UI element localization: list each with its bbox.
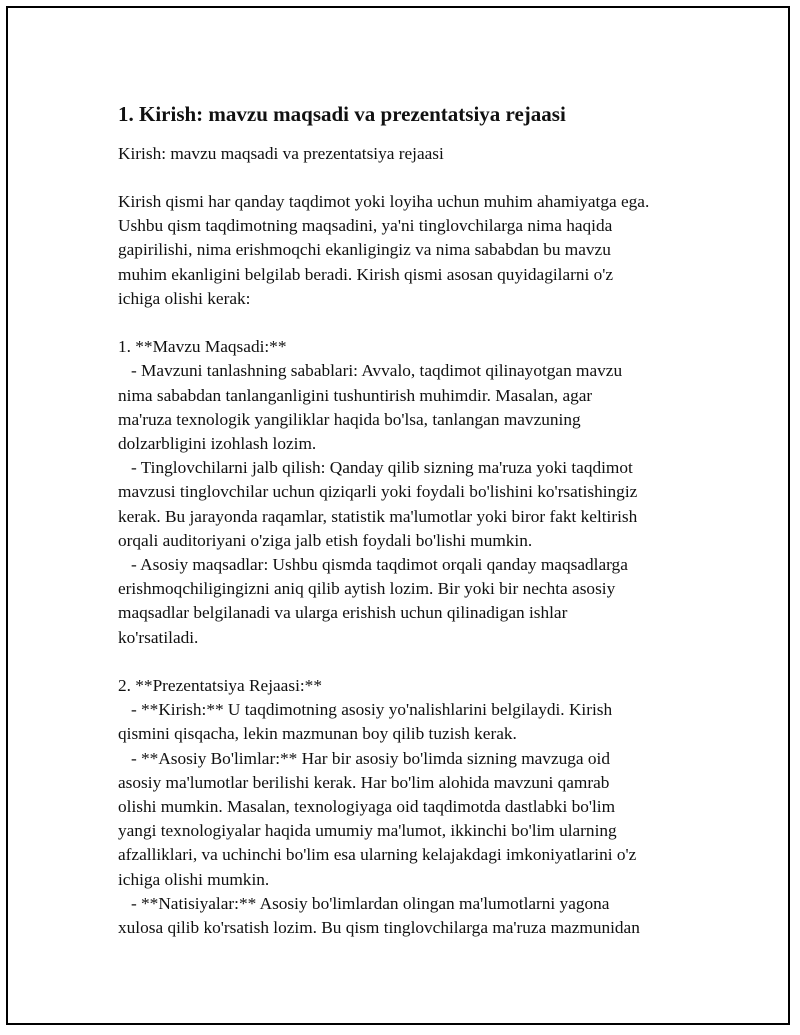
document-content [118, 100, 708, 940]
section-subtitle: Kirish: mavzu maqsadi va prezentatsiya rejaasi [118, 144, 444, 163]
page-frame [6, 6, 790, 1025]
body-text: Kirish qismi har qanday taqdimot yoki loyiha uchun muhim ahamiyatga ega. Ushbu qism taqdimotning maqsadini, ya'ni tinglovchilarga nima haqida gapirilishi, nima erishmoqchi ekanligingiz va nima sababdan bu mavzu muhim ekanligini belgilab beradi. Kirish qismi asosan quyidagilarni o'z ichiga olishi kerak: 1. **Mavzu Maqsadi:** - Mavzuni tanlashning sabablari: Avvalo, taqdimot qilinayotgan mavzu nima sababdan tanlanganligini tushuntirish muhimdir. Masalan, agar ma'ruza texnologik yangiliklar haqida bo'lsa, tanlangan mavzuning dolzarbligini izohlash lozim. - Tinglovchilarni jalb qilish: Qanday qilib sizning ma'ruza yoki taqdimot mavzusi tinglovchilar uchun qiziqarli yoki foydali bo'lishini ko'rsatishingiz kerak. Bu jarayonda raqamlar, statistik ma'lumotlar yoki biror fakt keltirish orqali auditoriyani o'ziga jalb etish foydali bo'lishi mumkin. - Asosiy maqsadlar: Ushbu qismda taqdimot orqali qanday maqsadlarga erishmoqchiligingizni aniq qilib aytish lozim. Bir yoki bir nechta asosiy maqsadlar belgilanadi va ularga erishish uchun qilinadigan ishlar ko'rsatiladi. 2. **Prezentatsiya Rejaasi:** - **Kirish:** U taqdimotning asosiy yo'nalishlarini belgilaydi. Kirish qismini qisqacha, lekin mazmunan boy qilib tuzish kerak. - **Asosiy Bo'limlar:** Har bir asosiy bo'limda sizning mavzuga oid asosiy ma'lumotlar berilishi kerak. Har bo'lim alohida mavzuni qamrab olishi mumkin. Masalan, texnologiyaga oid taqdimotda dastlabki bo'lim yangi texnologiyalar haqida umumiy ma'lumot, ikkinchi bo'lim ularning afzalliklari, va uchinchi bo'lim esa ularning kelajakdagi imkoniyatlarini o'z ichiga olishi mumkin. - **Natisiyalar:** Asosiy bo'limlardan olingan ma'lumotlarni yagona xulosa qilib ko'rsatish lozim. Bu qism tinglovchilarga ma'ruza mazmunidan [118, 192, 650, 938]
section-heading: 1. Kirish: mavzu maqsadi va prezentatsiya rejaasi [118, 102, 566, 126]
